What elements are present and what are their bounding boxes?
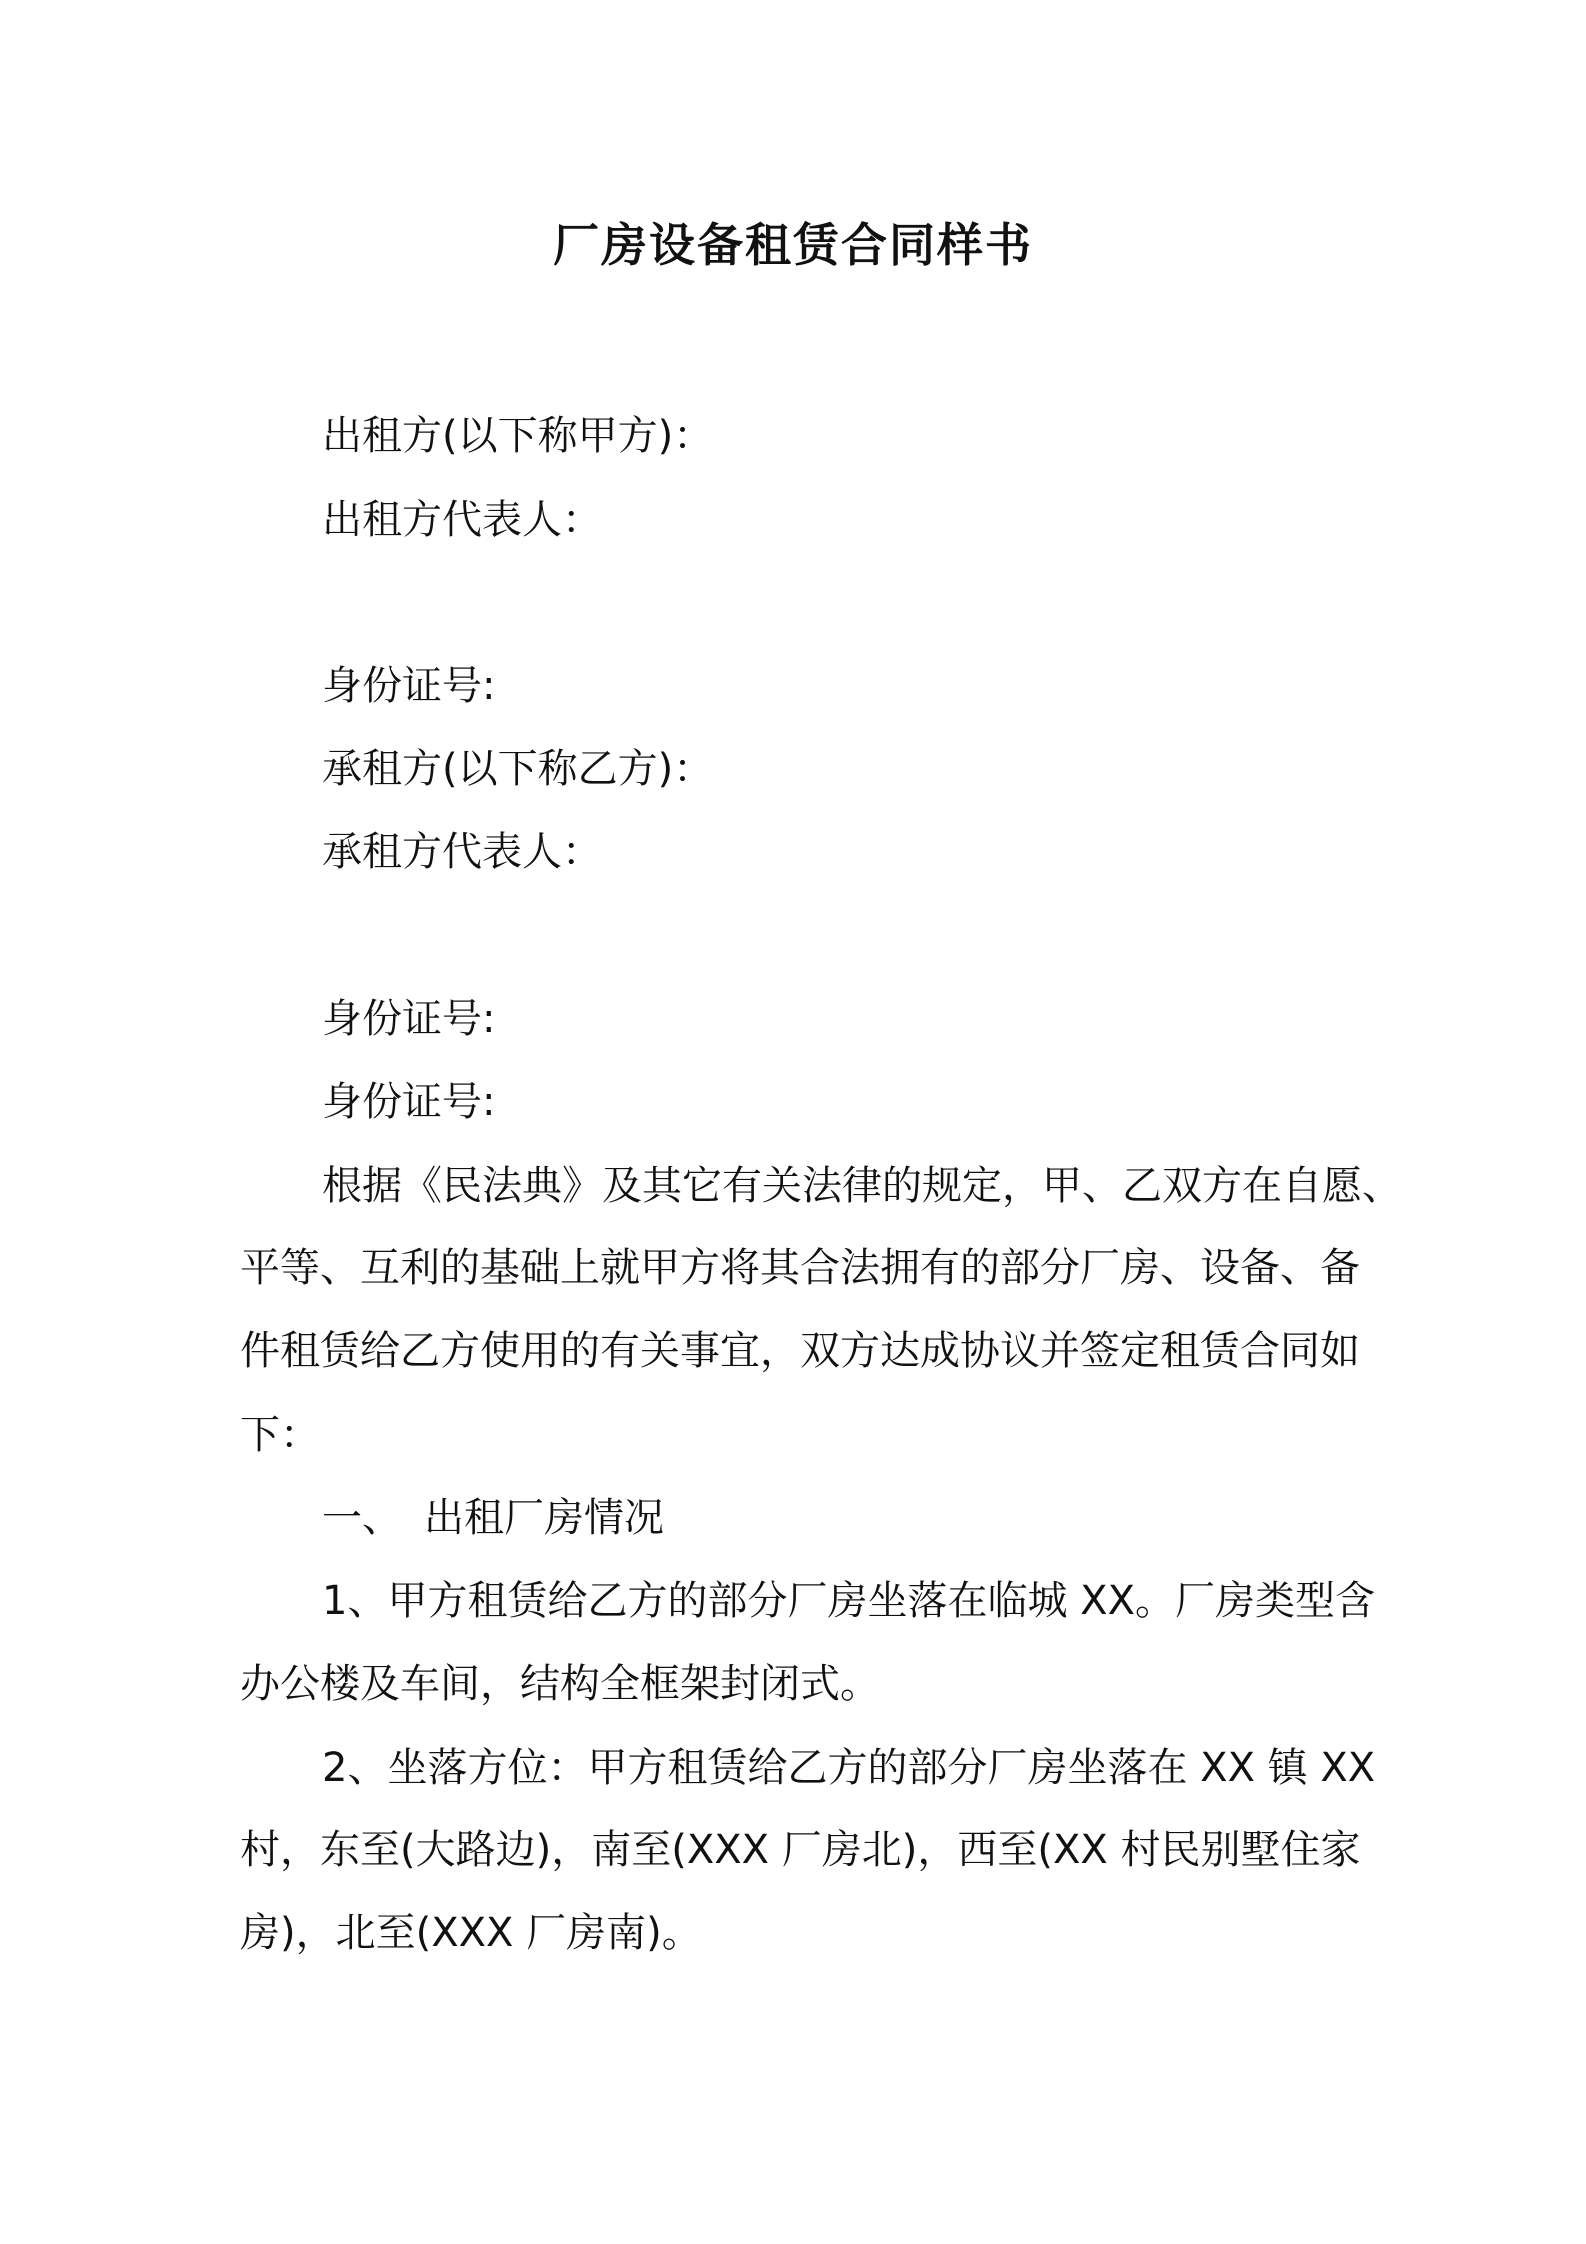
lessor-representative-field: 出租方代表人： bbox=[322, 497, 602, 543]
lessee-field: 承租方(以下称乙方)： bbox=[322, 746, 714, 792]
preamble-line: 件租赁给乙方使用的有关事宜，双方达成协议并签定租赁合同如 bbox=[240, 1328, 1360, 1374]
lessee-id-field: 身份证号: bbox=[322, 996, 496, 1042]
preamble-line: 根据《民法典》及其它有关法律的规定，甲、乙双方在自愿、 bbox=[322, 1163, 1402, 1209]
clause-1-line: 办公楼及车间，结构全框架封闭式。 bbox=[240, 1661, 880, 1707]
clause-2-line: 2、坐落方位：甲方租赁给乙方的部分厂房坐落在 XX 镇 XX bbox=[322, 1745, 1376, 1791]
id-number-field: 身份证号: bbox=[322, 1079, 496, 1125]
section-number: 一、 bbox=[322, 1495, 402, 1541]
preamble-line: 平等、互利的基础上就甲方将其合法拥有的部分厂房、设备、备 bbox=[240, 1245, 1360, 1291]
section-heading bbox=[322, 1492, 664, 1544]
clause-2-line: 房)，北至(XXX 厂房南)。 bbox=[240, 1910, 702, 1956]
document-title: 厂房设备租赁合同样书 bbox=[553, 218, 1033, 272]
clause-2-line: 村，东至(大路边)，南至(XXX 厂房北)，西至(XX 村民别墅住家 bbox=[240, 1827, 1361, 1873]
preamble-line: 下： bbox=[240, 1412, 320, 1458]
section-title: 出租厂房情况 bbox=[424, 1495, 664, 1541]
lessee-representative-field: 承租方代表人： bbox=[322, 829, 602, 875]
clause-1-line: 1、甲方租赁给乙方的部分厂房坐落在临城 XX。厂房类型含 bbox=[322, 1578, 1375, 1624]
lessor-field: 出租方(以下称甲方)： bbox=[322, 413, 714, 459]
lessor-id-field: 身份证号: bbox=[322, 663, 496, 709]
